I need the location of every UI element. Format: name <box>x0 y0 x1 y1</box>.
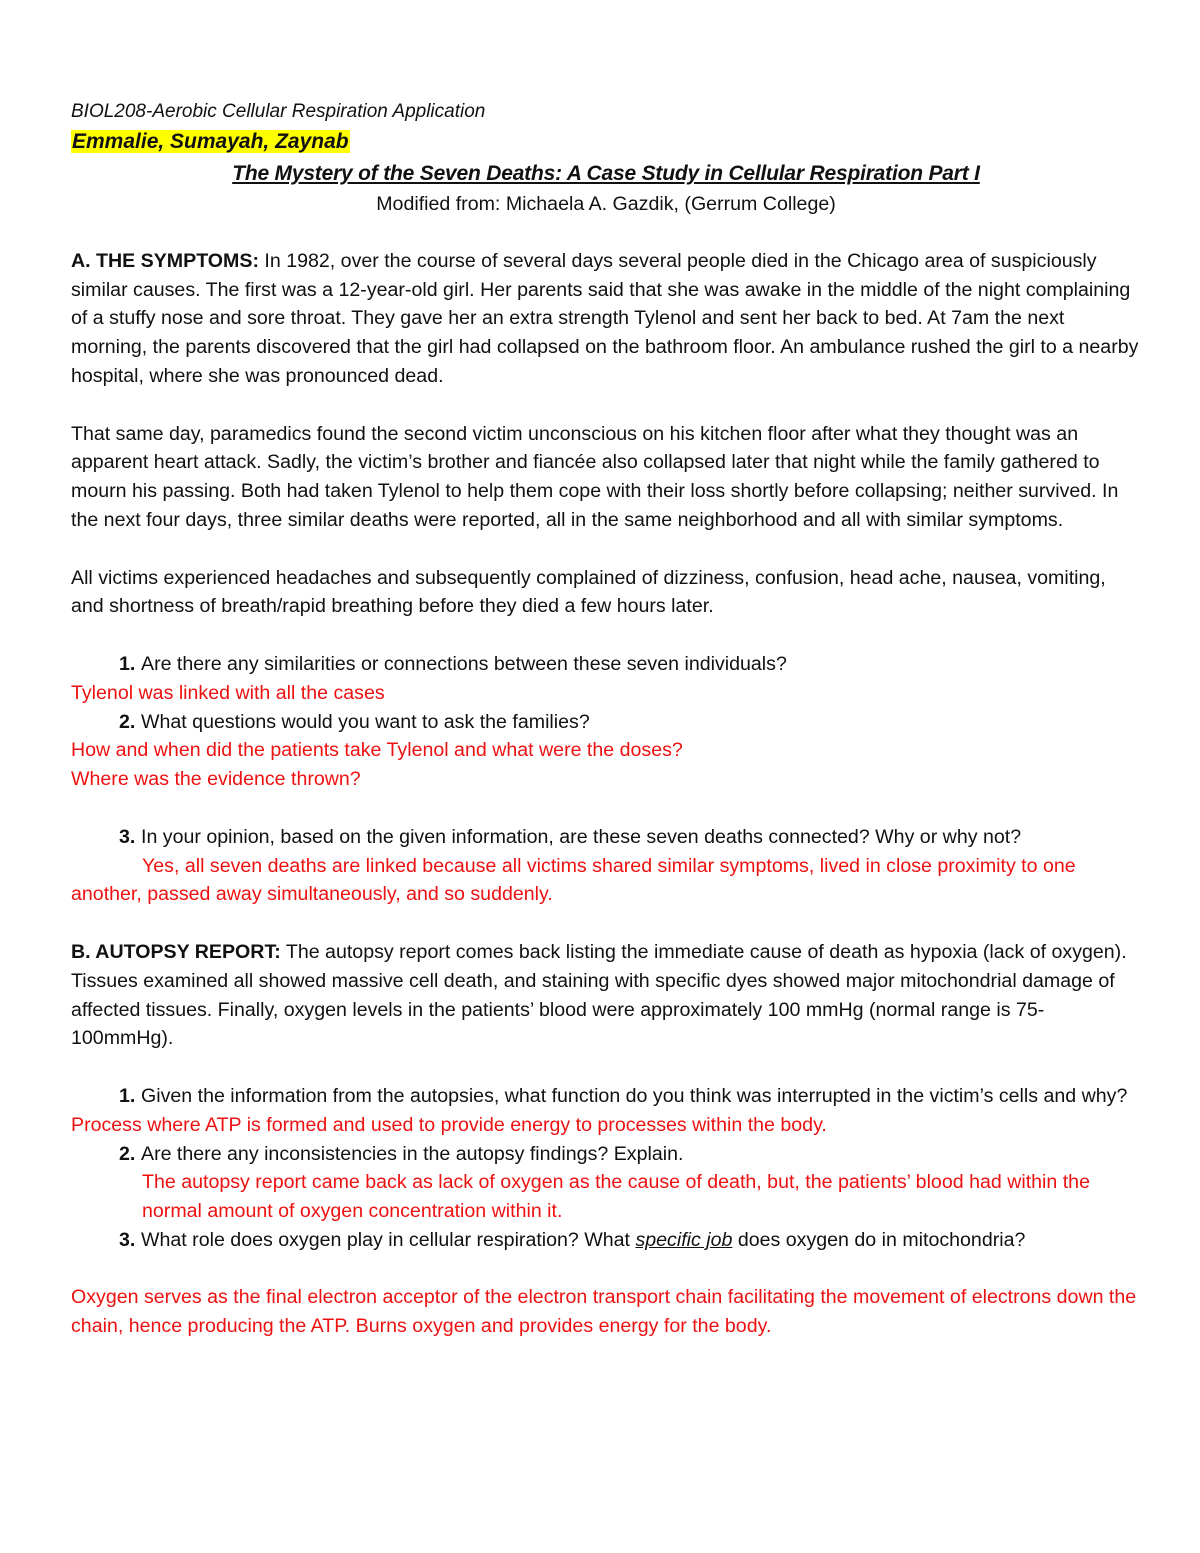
question-number: 3. <box>119 1228 136 1251</box>
section-a-paragraph-1: A. THE SYMPTOMS: In 1982, over the course of several days several people died in the Chicago area of suspiciously similar causes. The first was a 12-year-old girl. Her parents said that she was awake in the middle of the night complaining of a stuffy nose and sore throat. They gave her an extra strength Tylenol and sent her back to bed. At 7am the next morning, the parents discovered that the girl had collapsed on the bathroom floor. An ambulance rushed the girl to a nearby hospital, where she was pronounced dead. <box>71 249 1139 387</box>
question-text: Are there any similarities or connections between these seven individuals? <box>141 652 787 675</box>
section-a-answer-2-line-1: How and when did the patients take Tylenol and what were the doses? <box>71 739 683 762</box>
section-a-answer-1: Tylenol was linked with all the cases <box>71 681 385 704</box>
section-b-question-3 <box>71 1226 1141 1255</box>
section-a-paragraph-3: All victims experienced headaches and subsequently complained of dizziness, confusion, head ache, nausea, vomiting, and shortness of breath/rapid breathing before they died a few hours later. <box>71 566 1106 618</box>
section-b-question-2 <box>71 1140 1141 1169</box>
section-b-label: B. AUTOPSY REPORT: <box>71 940 281 963</box>
section-a-question-2 <box>71 708 1141 737</box>
question-text: Given the information from the autopsies, what function do you think was interrupted in the victim’s cells and why? <box>141 1084 1128 1107</box>
section-a-label: A. THE SYMPTOMS: <box>71 249 259 272</box>
question-number: 1. <box>119 1084 136 1107</box>
section-b-answer-2: The autopsy report came back as lack of oxygen as the cause of death, but, the patients’ blood had within the normal amount of oxygen concentration within it. <box>142 1171 1090 1223</box>
section-a-paragraph-2: That same day, paramedics found the second victim unconscious on his kitchen floor after what they thought was an apparent heart attack. Sadly, the victim’s brother and fiancée also collapsed later that night while the family gathered to mourn his passing. Both had taken Tylenol to help them cope with their loss shortly before collapsing; neither survived. In the next four days, three similar deaths were reported, all in the same neighborhood and all with similar symptoms. <box>71 422 1119 531</box>
emphasis-specific-job: specific job <box>635 1228 733 1251</box>
question-text: Are there any inconsistencies in the autopsy findings? Explain. <box>141 1142 684 1165</box>
student-names-line <box>71 126 1141 158</box>
section-a-answer-2-line-2: Where was the evidence thrown? <box>71 768 361 791</box>
question-number: 1. <box>119 652 136 675</box>
question-number: 2. <box>119 1142 136 1165</box>
case-study-title: The Mystery of the Seven Deaths: A Case Study in Cellular Respiration Part I <box>232 162 980 185</box>
document-page <box>71 98 1141 1341</box>
section-b-answer-1: Process where ATP is formed and used to provide energy to processes within the body. <box>71 1113 827 1136</box>
question-text: In your opinion, based on the given information, are these seven deaths connected? Why or why not? <box>141 825 1022 848</box>
section-a-answer-3: Yes, all seven deaths are linked because all victims shared similar symptoms, lived in close proximity to one another, passed away simultaneously, and so suddenly. <box>71 854 1076 906</box>
question-number: 2. <box>119 710 136 733</box>
section-b-paragraph: B. AUTOPSY REPORT: The autopsy report comes back listing the immediate cause of death as hypoxia (lack of oxygen). Tissues examined all showed massive cell death, and staining with specific dyes showed major mitochondrial damage of affected tissues. Finally, oxygen levels in the patients’ blood were approximately 100 mmHg (normal range is 75-100mmHg). <box>71 940 1127 1050</box>
section-b-answer-3: Oxygen serves as the final electron acceptor of the electron transport chain facilitating the movement of electrons down the chain, hence producing the ATP. Burns oxygen and provides energy for the body. <box>71 1286 1137 1338</box>
section-a-question-3 <box>71 823 1141 852</box>
question-text: What questions would you want to ask the families? <box>141 710 590 733</box>
student-names: Emmalie, Sumayah, Zaynab <box>72 130 349 153</box>
source-credit: Modified from: Michaela A. Gazdik, (Gerrum College) <box>376 193 836 215</box>
question-text: What role does oxygen play in cellular respiration? What specific job does oxygen do in mitochondria? <box>141 1228 1026 1251</box>
section-b-question-1 <box>71 1082 1141 1111</box>
section-a-question-1 <box>71 650 1141 679</box>
question-number: 3. <box>119 825 136 848</box>
course-title: BIOL208-Aerobic Cellular Respiration Application <box>71 101 486 122</box>
